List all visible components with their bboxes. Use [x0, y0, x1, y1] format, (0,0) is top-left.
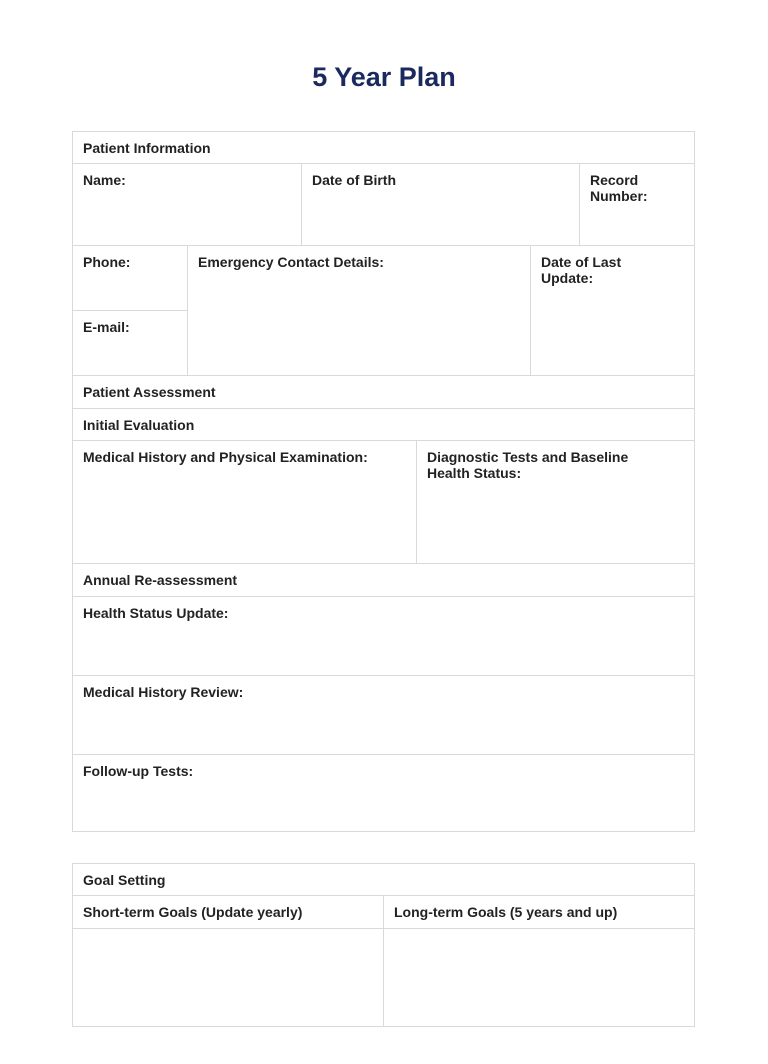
- patient-assessment-header: Patient Assessment: [72, 375, 695, 409]
- diagnostic-tests-field[interactable]: Diagnostic Tests and Baseline Health Status:: [416, 440, 695, 564]
- annual-reassessment-header: Annual Re-assessment: [72, 563, 695, 597]
- long-term-goals-field[interactable]: [383, 928, 695, 1027]
- name-field[interactable]: Name:: [72, 163, 302, 246]
- goal-setting-header: Goal Setting: [72, 863, 695, 896]
- short-term-goals-header: Short-term Goals (Update yearly): [72, 895, 384, 929]
- medical-history-review-field[interactable]: Medical History Review:: [72, 675, 695, 755]
- short-term-goals-field[interactable]: [72, 928, 384, 1027]
- date-of-birth-field[interactable]: Date of Birth: [301, 163, 580, 246]
- follow-up-tests-field[interactable]: Follow-up Tests:: [72, 754, 695, 832]
- patient-information-header: Patient Information: [72, 131, 695, 164]
- record-number-field[interactable]: Record Number:: [579, 163, 695, 246]
- date-of-last-update-field[interactable]: Date of Last Update:: [530, 245, 695, 376]
- emergency-contact-field[interactable]: Emergency Contact Details:: [187, 245, 531, 376]
- long-term-goals-header: Long-term Goals (5 years and up): [383, 895, 695, 929]
- page-title: 5 Year Plan: [312, 62, 456, 92]
- health-status-update-field[interactable]: Health Status Update:: [72, 596, 695, 676]
- initial-evaluation-header: Initial Evaluation: [72, 408, 695, 441]
- email-field[interactable]: E-mail:: [72, 310, 188, 376]
- phone-field[interactable]: Phone:: [72, 245, 188, 311]
- medical-history-field[interactable]: Medical History and Physical Examination:: [72, 440, 417, 564]
